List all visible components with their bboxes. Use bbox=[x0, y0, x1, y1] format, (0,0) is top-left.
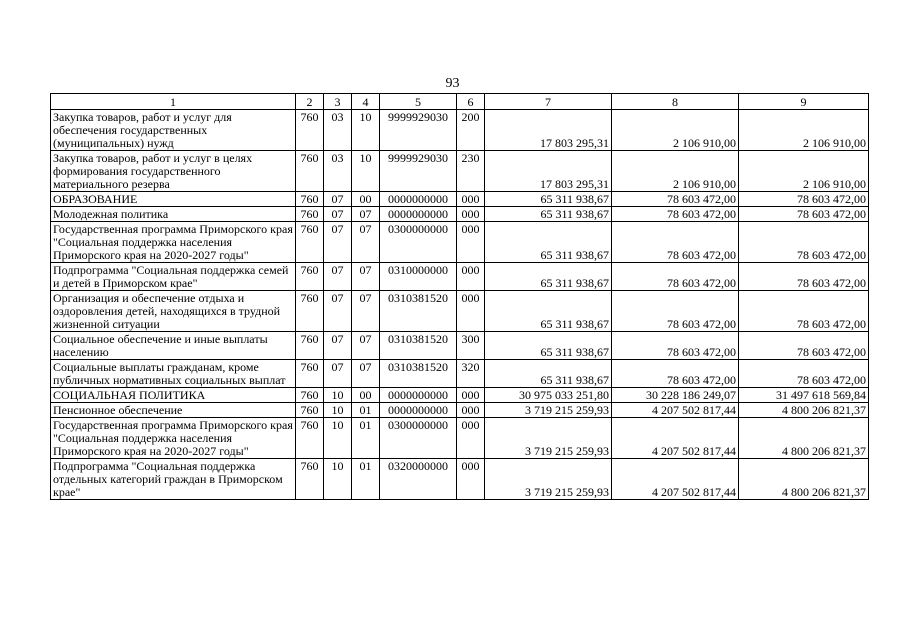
expense-type-cell: 000 bbox=[457, 222, 485, 263]
column-header: 9 bbox=[739, 94, 869, 110]
section-code-cell: 07 bbox=[324, 332, 352, 360]
amount-cell-col9: 78 603 472,00 bbox=[739, 263, 869, 291]
section-code-cell: 10 bbox=[324, 418, 352, 459]
expense-type-cell: 200 bbox=[457, 110, 485, 151]
expense-type-cell: 000 bbox=[457, 459, 485, 500]
section-code-cell: 03 bbox=[324, 151, 352, 192]
subsection-code-cell: 07 bbox=[352, 332, 380, 360]
amount-cell-col8: 2 106 910,00 bbox=[612, 110, 739, 151]
admin-code-cell: 760 bbox=[296, 388, 324, 403]
amount-cell-col9: 78 603 472,00 bbox=[739, 192, 869, 207]
subsection-code-cell: 07 bbox=[352, 222, 380, 263]
subsection-code-cell: 01 bbox=[352, 418, 380, 459]
admin-code-cell: 760 bbox=[296, 151, 324, 192]
column-header: 7 bbox=[485, 94, 612, 110]
section-code-cell: 07 bbox=[324, 192, 352, 207]
column-header: 5 bbox=[380, 94, 457, 110]
subsection-code-cell: 07 bbox=[352, 263, 380, 291]
amount-cell-col8: 30 228 186 249,07 bbox=[612, 388, 739, 403]
admin-code-cell: 760 bbox=[296, 207, 324, 222]
section-code-cell: 07 bbox=[324, 207, 352, 222]
row-name-cell: Государственная программа Приморского края "Социальная поддержка населения Приморского края на 2020-2027 годы" bbox=[51, 222, 296, 263]
target-article-cell: 0310381520 bbox=[380, 360, 457, 388]
row-name-cell: Молодежная политика bbox=[51, 207, 296, 222]
column-header: 3 bbox=[324, 94, 352, 110]
amount-cell-col8: 78 603 472,00 bbox=[612, 263, 739, 291]
column-header: 1 bbox=[51, 94, 296, 110]
table-row bbox=[51, 332, 869, 360]
target-article-cell: 0310381520 bbox=[380, 291, 457, 332]
amount-cell-col7: 17 803 295,31 bbox=[485, 151, 612, 192]
amount-cell-col8: 78 603 472,00 bbox=[612, 332, 739, 360]
column-header: 6 bbox=[457, 94, 485, 110]
amount-cell-col7: 3 719 215 259,93 bbox=[485, 418, 612, 459]
subsection-code-cell: 10 bbox=[352, 151, 380, 192]
amount-cell-col7: 65 311 938,67 bbox=[485, 192, 612, 207]
expense-type-cell: 300 bbox=[457, 332, 485, 360]
row-name-cell: Социальные выплаты гражданам, кроме публичных нормативных социальных выплат bbox=[51, 360, 296, 388]
budget-table bbox=[50, 93, 869, 500]
section-code-cell: 07 bbox=[324, 263, 352, 291]
amount-cell-col9: 4 800 206 821,37 bbox=[739, 403, 869, 418]
expense-type-cell: 000 bbox=[457, 207, 485, 222]
amount-cell-col9: 31 497 618 569,84 bbox=[739, 388, 869, 403]
column-header: 2 bbox=[296, 94, 324, 110]
admin-code-cell: 760 bbox=[296, 263, 324, 291]
amount-cell-col9: 2 106 910,00 bbox=[739, 110, 869, 151]
amount-cell-col7: 65 311 938,67 bbox=[485, 263, 612, 291]
row-name-cell: Закупка товаров, работ и услуг для обеспечения государственных (муниципальных) нужд bbox=[51, 110, 296, 151]
amount-cell-col7: 30 975 033 251,80 bbox=[485, 388, 612, 403]
target-article-cell: 9999929030 bbox=[380, 110, 457, 151]
expense-type-cell: 000 bbox=[457, 291, 485, 332]
table-row bbox=[51, 291, 869, 332]
subsection-code-cell: 01 bbox=[352, 403, 380, 418]
section-code-cell: 10 bbox=[324, 403, 352, 418]
section-code-cell: 10 bbox=[324, 459, 352, 500]
amount-cell-col8: 78 603 472,00 bbox=[612, 192, 739, 207]
subsection-code-cell: 00 bbox=[352, 192, 380, 207]
amount-cell-col7: 65 311 938,67 bbox=[485, 222, 612, 263]
page-number: 93 bbox=[445, 76, 460, 91]
amount-cell-col8: 4 207 502 817,44 bbox=[612, 418, 739, 459]
column-header: 8 bbox=[612, 94, 739, 110]
row-name-cell: Социальное обеспечение и иные выплаты населению bbox=[51, 332, 296, 360]
amount-cell-col7: 65 311 938,67 bbox=[485, 360, 612, 388]
target-article-cell: 0320000000 bbox=[380, 459, 457, 500]
target-article-cell: 9999929030 bbox=[380, 151, 457, 192]
row-name-cell: СОЦИАЛЬНАЯ ПОЛИТИКА bbox=[51, 388, 296, 403]
amount-cell-col7: 3 719 215 259,93 bbox=[485, 403, 612, 418]
subsection-code-cell: 10 bbox=[352, 110, 380, 151]
amount-cell-col8: 78 603 472,00 bbox=[612, 360, 739, 388]
amount-cell-col7: 65 311 938,67 bbox=[485, 291, 612, 332]
row-name-cell: Пенсионное обеспечение bbox=[51, 403, 296, 418]
amount-cell-col8: 4 207 502 817,44 bbox=[612, 403, 739, 418]
subsection-code-cell: 07 bbox=[352, 207, 380, 222]
target-article-cell: 0000000000 bbox=[380, 403, 457, 418]
section-code-cell: 10 bbox=[324, 388, 352, 403]
expense-type-cell: 000 bbox=[457, 403, 485, 418]
target-article-cell: 0000000000 bbox=[380, 192, 457, 207]
table-row bbox=[51, 263, 869, 291]
target-article-cell: 0310381520 bbox=[380, 332, 457, 360]
admin-code-cell: 760 bbox=[296, 418, 324, 459]
target-article-cell: 0310000000 bbox=[380, 263, 457, 291]
amount-cell-col8: 78 603 472,00 bbox=[612, 291, 739, 332]
amount-cell-col7: 17 803 295,31 bbox=[485, 110, 612, 151]
amount-cell-col8: 78 603 472,00 bbox=[612, 207, 739, 222]
row-name-cell: Закупка товаров, работ и услуг в целях формирования государственного материального резерва bbox=[51, 151, 296, 192]
table-row bbox=[51, 192, 869, 207]
amount-cell-col9: 78 603 472,00 bbox=[739, 360, 869, 388]
section-code-cell: 07 bbox=[324, 222, 352, 263]
target-article-cell: 0000000000 bbox=[380, 207, 457, 222]
row-name-cell: Подпрограмма "Социальная поддержка семей и детей в Приморском крае" bbox=[51, 263, 296, 291]
target-article-cell: 0300000000 bbox=[380, 222, 457, 263]
amount-cell-col9: 4 800 206 821,37 bbox=[739, 418, 869, 459]
row-name-cell: Подпрограмма "Социальная поддержка отдельных категорий граждан в Приморском крае" bbox=[51, 459, 296, 500]
amount-cell-col9: 78 603 472,00 bbox=[739, 222, 869, 263]
expense-type-cell: 000 bbox=[457, 263, 485, 291]
target-article-cell: 0300000000 bbox=[380, 418, 457, 459]
row-name-cell: Государственная программа Приморского края "Социальная поддержка населения Приморского края на 2020-2027 годы" bbox=[51, 418, 296, 459]
amount-cell-col7: 3 719 215 259,93 bbox=[485, 459, 612, 500]
table-row bbox=[51, 207, 869, 222]
amount-cell-col9: 4 800 206 821,37 bbox=[739, 459, 869, 500]
admin-code-cell: 760 bbox=[296, 459, 324, 500]
amount-cell-col8: 4 207 502 817,44 bbox=[612, 459, 739, 500]
section-code-cell: 07 bbox=[324, 360, 352, 388]
admin-code-cell: 760 bbox=[296, 222, 324, 263]
admin-code-cell: 760 bbox=[296, 332, 324, 360]
amount-cell-col7: 65 311 938,67 bbox=[485, 207, 612, 222]
amount-cell-col9: 2 106 910,00 bbox=[739, 151, 869, 192]
table-row bbox=[51, 388, 869, 403]
row-name-cell: Организация и обеспечение отдыха и оздоровления детей, находящихся в трудной жизненной ситуации bbox=[51, 291, 296, 332]
amount-cell-col7: 65 311 938,67 bbox=[485, 332, 612, 360]
amount-cell-col9: 78 603 472,00 bbox=[739, 207, 869, 222]
header-row bbox=[51, 94, 869, 110]
section-code-cell: 03 bbox=[324, 110, 352, 151]
amount-cell-col9: 78 603 472,00 bbox=[739, 332, 869, 360]
table-row bbox=[51, 360, 869, 388]
subsection-code-cell: 01 bbox=[352, 459, 380, 500]
table-row bbox=[51, 151, 869, 192]
target-article-cell: 0000000000 bbox=[380, 388, 457, 403]
expense-type-cell: 000 bbox=[457, 192, 485, 207]
admin-code-cell: 760 bbox=[296, 360, 324, 388]
section-code-cell: 07 bbox=[324, 291, 352, 332]
expense-type-cell: 320 bbox=[457, 360, 485, 388]
table-row bbox=[51, 222, 869, 263]
column-header: 4 bbox=[352, 94, 380, 110]
table-row bbox=[51, 110, 869, 151]
subsection-code-cell: 00 bbox=[352, 388, 380, 403]
table-row bbox=[51, 403, 869, 418]
expense-type-cell: 000 bbox=[457, 418, 485, 459]
table-row bbox=[51, 459, 869, 500]
subsection-code-cell: 07 bbox=[352, 360, 380, 388]
amount-cell-col8: 2 106 910,00 bbox=[612, 151, 739, 192]
amount-cell-col9: 78 603 472,00 bbox=[739, 291, 869, 332]
expense-type-cell: 000 bbox=[457, 388, 485, 403]
table-row bbox=[51, 418, 869, 459]
expense-type-cell: 230 bbox=[457, 151, 485, 192]
subsection-code-cell: 07 bbox=[352, 291, 380, 332]
admin-code-cell: 760 bbox=[296, 110, 324, 151]
admin-code-cell: 760 bbox=[296, 291, 324, 332]
amount-cell-col8: 78 603 472,00 bbox=[612, 222, 739, 263]
admin-code-cell: 760 bbox=[296, 192, 324, 207]
row-name-cell: ОБРАЗОВАНИЕ bbox=[51, 192, 296, 207]
admin-code-cell: 760 bbox=[296, 403, 324, 418]
